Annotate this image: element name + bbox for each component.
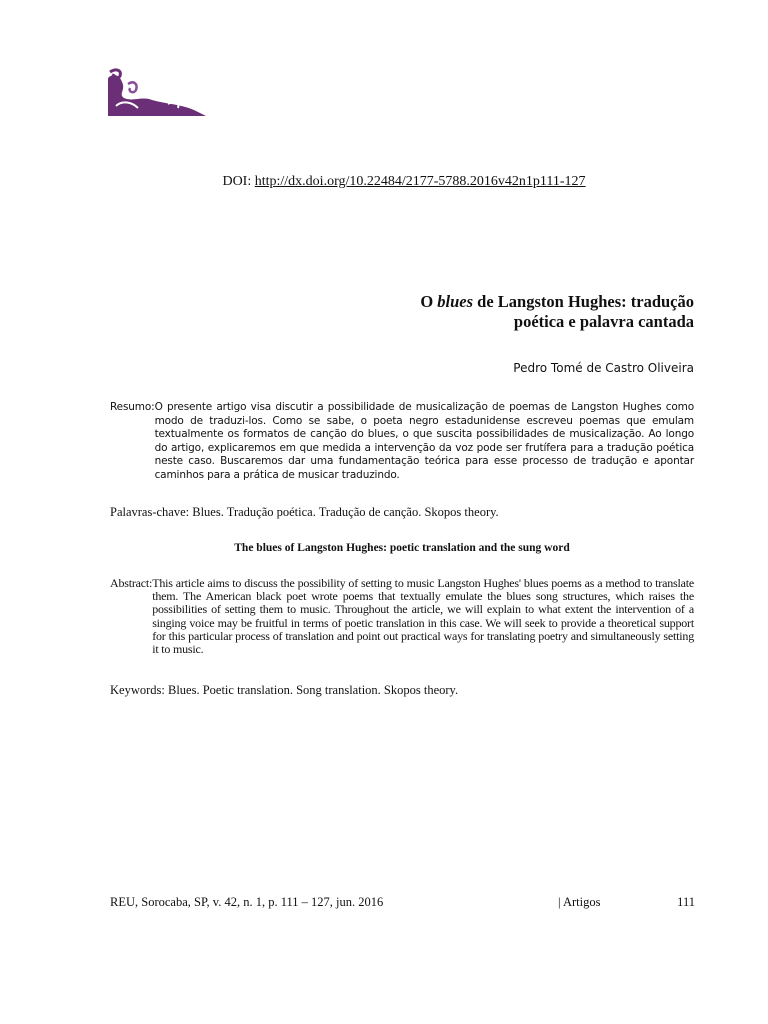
doi-link[interactable]: http://dx.doi.org/10.22484/2177-5788.2016v42n1p111-127: [254, 174, 586, 189]
palavras-chave: Palavras-chave: Blues. Tradução poética. Tradução de canção. Skopos theory.: [110, 505, 499, 519]
resumo-label: Resumo:: [110, 401, 155, 413]
title-line2: poética e palavra cantada: [513, 312, 694, 331]
title-italic: blues: [437, 292, 474, 311]
abstract-label: Abstract:: [110, 576, 153, 590]
english-title: The blues of Langston Hughes: poetic translation and the sung word: [234, 542, 570, 554]
resumo-text: O presente artigo visa discutir a possibilidade de musicalização de poemas de Langston Hughes como modo de traduzi-los. Como se sabe, o poeta negro estadunidense escreveu poemas que emulam textualmente os formatos de canção do blues, o que suscita possibilidades de musicalização. Ao longo do artigo, explicaremos em que medida a intervenção da voz pode ser frutífera para a tradução poética neste caso. Buscaremos dar uma fundamentação teórica para esse processo de tradução e apontar caminhos para a prática de musicar traduzindo.: [154, 401, 694, 481]
resumo-block: [110, 401, 694, 483]
article-title: [420, 292, 694, 332]
journal-logo-graphic: [108, 66, 208, 118]
title-post: de Langston Hughes: tradução: [473, 292, 694, 311]
doi-line: [0, 174, 768, 190]
footer-citation: REU, Sorocaba, SP, v. 42, n. 1, p. 111 – 127, jun. 2016: [110, 895, 384, 909]
journal-logo: [108, 66, 208, 118]
doi-prefix: DOI:: [222, 174, 255, 189]
author-name: Pedro Tomé de Castro Oliveira: [513, 361, 694, 375]
footer-section: | Artigos: [558, 895, 601, 909]
keywords: Keywords: Blues. Poetic translation. Song translation. Skopos theory.: [110, 683, 459, 697]
footer-page-number: 111: [677, 895, 695, 909]
abstract-block: [110, 577, 694, 656]
title-pre: O: [420, 292, 438, 311]
abstract-text: This article aims to discuss the possibility of setting to music Langston Hughes' blues poems as a method to translate them. The American black poet wrote poems that textually emulate the blues song structures, which raises the possibilities of setting them to music. Throughout the article, we will explain to what extent the intervention of a singing voice may be fruitful in terms of poetic translation in this case. We will seek to provide a theoretical support for this particular process of translation and point out practical ways for translating poetry and simultaneously setting it to music.: [152, 576, 694, 657]
